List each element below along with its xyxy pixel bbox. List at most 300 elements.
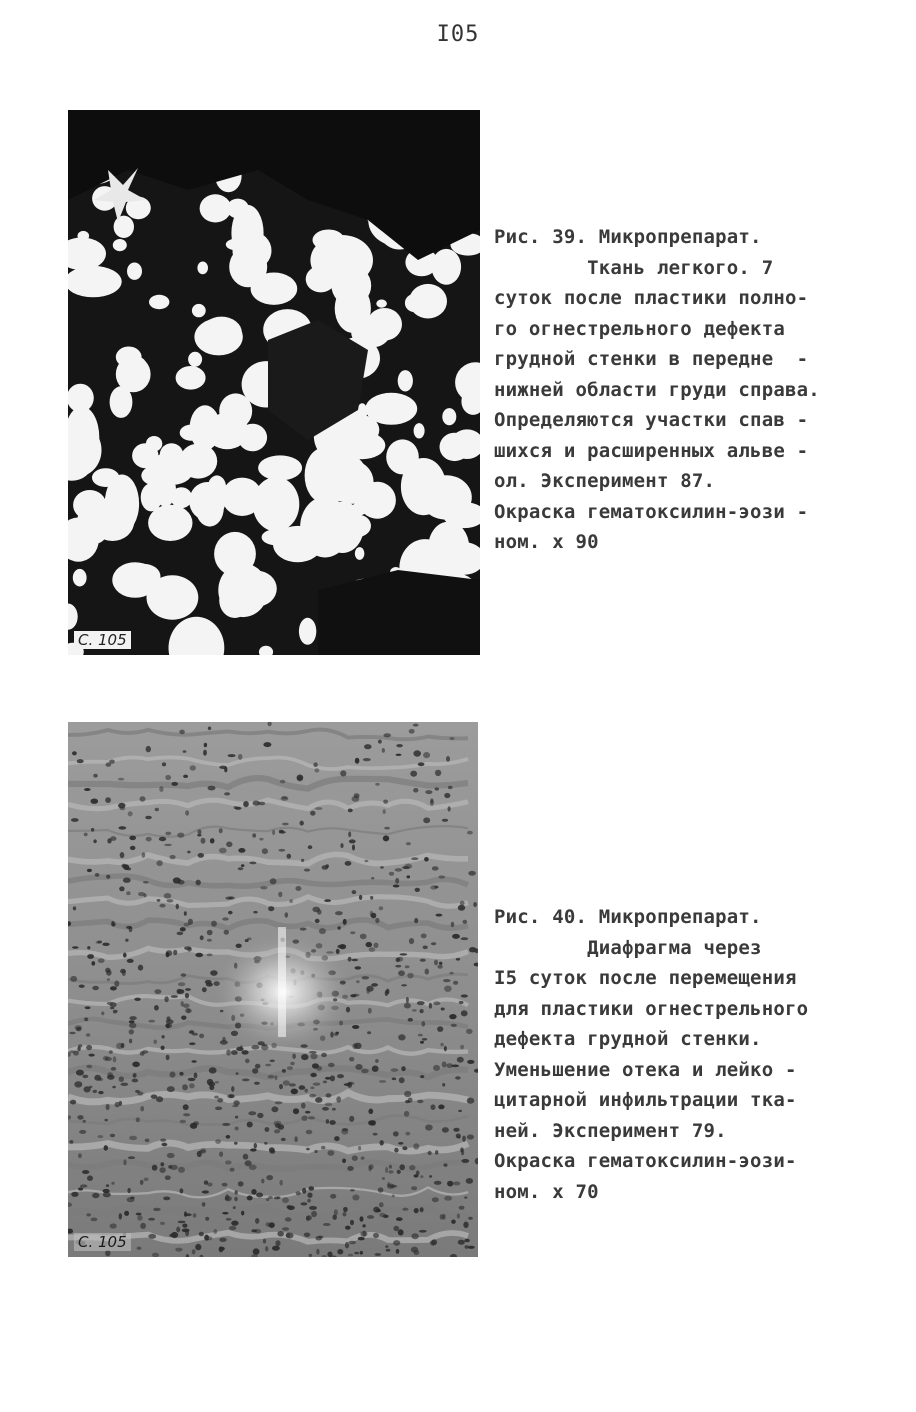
- cell-nucleus: [87, 869, 92, 872]
- cell-nucleus: [222, 1123, 230, 1126]
- cell-nucleus: [130, 1197, 134, 1200]
- cell-nucleus: [392, 1078, 397, 1081]
- alveolus-space: [358, 482, 396, 519]
- cell-nucleus: [255, 1218, 259, 1224]
- cell-nucleus: [301, 859, 304, 862]
- cell-nucleus: [121, 1043, 125, 1048]
- cell-nucleus: [442, 1127, 449, 1133]
- cell-nucleus: [399, 1164, 405, 1170]
- cell-nucleus: [464, 1196, 467, 1198]
- cell-nucleus: [140, 1223, 146, 1229]
- cell-nucleus: [408, 1098, 413, 1103]
- cell-nucleus: [268, 906, 274, 911]
- cell-nucleus: [102, 943, 109, 946]
- cell-nucleus: [432, 1197, 439, 1202]
- micrograph-diaphragm: [68, 722, 478, 1257]
- cell-nucleus: [171, 995, 178, 998]
- cell-nucleus: [362, 976, 370, 979]
- cell-nucleus: [253, 1248, 260, 1254]
- cell-nucleus: [415, 888, 420, 892]
- cell-nucleus: [325, 864, 329, 868]
- cell-nucleus: [266, 1198, 270, 1201]
- cell-nucleus: [328, 1063, 335, 1067]
- cell-nucleus: [360, 1251, 363, 1255]
- cell-nucleus: [192, 1249, 196, 1254]
- cell-nucleus: [280, 1180, 283, 1186]
- cell-nucleus: [371, 983, 378, 987]
- cell-nucleus: [433, 1001, 440, 1005]
- caption-line: ней. Эксперимент 79.: [494, 1119, 727, 1142]
- cell-nucleus: [410, 771, 417, 777]
- cell-nucleus: [231, 1050, 238, 1055]
- cell-nucleus: [383, 1215, 389, 1218]
- cell-nucleus: [407, 875, 411, 878]
- cell-nucleus: [112, 1086, 116, 1089]
- cell-nucleus: [315, 919, 320, 923]
- cell-nucleus: [93, 839, 96, 843]
- cell-nucleus: [110, 1007, 114, 1010]
- cell-nucleus: [166, 950, 173, 956]
- cell-nucleus: [349, 1057, 354, 1062]
- cell-nucleus: [122, 971, 126, 977]
- cell-nucleus: [289, 899, 293, 903]
- cell-nucleus: [171, 782, 178, 786]
- cell-nucleus: [409, 729, 415, 734]
- cell-nucleus: [231, 1221, 238, 1226]
- caption-line: го огнестрельного дефекта: [494, 317, 785, 340]
- cell-nucleus: [307, 1193, 312, 1198]
- cell-nucleus: [359, 895, 362, 900]
- cell-nucleus: [162, 1035, 165, 1038]
- figure-corner-label: С. 105: [74, 1233, 131, 1251]
- cell-nucleus: [78, 1187, 83, 1190]
- cell-nucleus: [238, 867, 244, 870]
- cell-nucleus: [285, 1217, 292, 1221]
- cell-nucleus: [379, 1080, 387, 1083]
- cell-nucleus: [274, 1121, 282, 1126]
- cell-nucleus: [323, 1223, 331, 1226]
- cell-nucleus: [233, 1206, 236, 1209]
- cell-nucleus: [398, 970, 405, 976]
- cell-nucleus: [305, 1111, 310, 1114]
- cell-nucleus: [124, 1211, 129, 1216]
- cell-nucleus: [420, 959, 426, 962]
- cell-nucleus: [460, 901, 465, 906]
- cell-nucleus: [159, 786, 163, 792]
- cell-nucleus: [84, 788, 91, 791]
- cell-nucleus: [286, 1233, 291, 1238]
- caption-line: цитарной инфильтрации тка-: [494, 1089, 797, 1111]
- cell-nucleus: [257, 1113, 263, 1118]
- cell-nucleus: [185, 810, 189, 815]
- cell-nucleus: [161, 1046, 165, 1050]
- cell-nucleus: [168, 1165, 172, 1169]
- caption-line: ол. Эксперимент 87.: [494, 470, 716, 492]
- cell-nucleus: [105, 797, 111, 803]
- cell-nucleus: [272, 830, 275, 836]
- cell-nucleus: [304, 1233, 310, 1238]
- cell-nucleus: [129, 836, 136, 841]
- cell-nucleus: [467, 1060, 474, 1064]
- cell-nucleus: [268, 1196, 273, 1199]
- cell-nucleus: [180, 1120, 186, 1124]
- cell-nucleus: [383, 835, 389, 841]
- cell-nucleus: [103, 1189, 110, 1193]
- cell-nucleus: [418, 1034, 423, 1037]
- cell-nucleus: [305, 1089, 308, 1093]
- alveolus-space: [73, 569, 87, 587]
- cell-nucleus: [146, 746, 151, 752]
- cell-nucleus: [159, 837, 166, 841]
- cell-nucleus: [87, 954, 94, 959]
- cell-nucleus: [209, 1067, 217, 1073]
- cell-nucleus: [345, 1242, 349, 1248]
- cell-nucleus: [400, 953, 408, 955]
- cell-nucleus: [226, 1135, 231, 1139]
- cell-nucleus: [96, 941, 102, 944]
- cell-nucleus: [334, 1136, 340, 1141]
- cell-nucleus: [253, 801, 260, 806]
- cell-nucleus: [164, 844, 172, 846]
- cell-nucleus: [229, 1094, 235, 1098]
- cell-nucleus: [455, 1076, 461, 1079]
- cell-nucleus: [368, 1109, 373, 1115]
- cell-nucleus: [348, 831, 351, 837]
- cell-nucleus: [242, 1050, 249, 1055]
- cell-nucleus: [78, 1153, 82, 1158]
- cell-nucleus: [444, 793, 450, 798]
- cell-nucleus: [343, 919, 347, 925]
- cell-nucleus: [148, 1234, 156, 1239]
- cell-nucleus: [393, 1226, 399, 1231]
- cell-nucleus: [236, 1072, 239, 1075]
- cell-nucleus: [370, 911, 373, 917]
- cell-nucleus: [241, 864, 245, 867]
- cell-nucleus: [336, 1096, 341, 1102]
- cell-nucleus: [282, 1069, 286, 1073]
- cell-nucleus: [177, 833, 184, 838]
- cell-nucleus: [461, 1010, 468, 1016]
- cell-nucleus: [229, 1226, 236, 1230]
- alveolus-space: [222, 478, 262, 516]
- cell-nucleus: [79, 985, 85, 988]
- cell-nucleus: [132, 1079, 139, 1083]
- cell-nucleus: [165, 1023, 172, 1028]
- cell-nucleus: [105, 968, 110, 973]
- cell-nucleus: [461, 1159, 469, 1163]
- cell-nucleus: [461, 994, 468, 997]
- cell-nucleus: [404, 1091, 411, 1097]
- cell-nucleus: [313, 1083, 321, 1086]
- cell-nucleus: [404, 864, 412, 869]
- cell-nucleus: [422, 1038, 427, 1041]
- cell-nucleus: [374, 943, 379, 949]
- cell-nucleus: [418, 762, 425, 766]
- cell-nucleus: [385, 1167, 388, 1173]
- cell-nucleus: [405, 1132, 410, 1136]
- cell-nucleus: [260, 886, 267, 889]
- cell-nucleus: [413, 750, 421, 756]
- cell-nucleus: [173, 877, 181, 883]
- cell-nucleus: [238, 754, 243, 760]
- cell-nucleus: [300, 821, 304, 826]
- cell-nucleus: [106, 762, 112, 766]
- cell-nucleus: [315, 807, 322, 810]
- cell-nucleus: [375, 783, 380, 786]
- caption-line: нижней области груди справа.: [494, 378, 820, 401]
- cell-nucleus: [228, 754, 236, 757]
- cell-nucleus: [277, 1231, 284, 1237]
- cell-nucleus: [304, 869, 310, 872]
- cell-nucleus: [199, 1232, 204, 1237]
- cell-nucleus: [330, 1194, 336, 1199]
- cell-nucleus: [74, 1081, 82, 1087]
- cell-nucleus: [444, 1196, 452, 1201]
- cell-nucleus: [306, 1148, 310, 1151]
- cell-nucleus: [348, 1254, 353, 1257]
- cell-nucleus: [406, 842, 411, 845]
- cell-nucleus: [167, 1086, 175, 1092]
- cell-nucleus: [178, 1167, 185, 1173]
- cell-nucleus: [69, 1140, 73, 1144]
- cell-nucleus: [330, 1075, 335, 1081]
- cell-nucleus: [395, 868, 403, 872]
- cell-nucleus: [277, 1196, 280, 1198]
- cell-nucleus: [111, 1067, 117, 1071]
- cell-nucleus: [306, 1130, 313, 1135]
- cell-nucleus: [119, 1213, 122, 1219]
- cell-nucleus: [110, 1134, 115, 1137]
- cell-nucleus: [111, 1182, 114, 1185]
- cell-nucleus: [321, 1146, 325, 1149]
- cell-nucleus: [165, 832, 171, 836]
- cell-nucleus: [301, 1103, 306, 1109]
- cell-nucleus: [140, 796, 146, 801]
- cell-nucleus: [378, 740, 382, 744]
- cell-nucleus: [435, 1150, 438, 1154]
- cell-nucleus: [457, 1136, 461, 1138]
- cell-nucleus: [119, 1101, 122, 1106]
- cell-nucleus: [162, 762, 166, 766]
- alveolus-space: [258, 455, 302, 480]
- cell-nucleus: [448, 786, 453, 789]
- cell-nucleus: [109, 1050, 113, 1054]
- cell-nucleus: [196, 880, 201, 886]
- cell-nucleus: [160, 1139, 166, 1142]
- cell-nucleus: [206, 1236, 213, 1240]
- cell-nucleus: [110, 1223, 117, 1228]
- cell-nucleus: [355, 758, 360, 764]
- cell-nucleus: [270, 878, 277, 884]
- cell-nucleus: [411, 1233, 418, 1239]
- cell-nucleus: [199, 1034, 204, 1039]
- cell-nucleus: [361, 1069, 369, 1074]
- cell-nucleus: [420, 1175, 423, 1178]
- cell-nucleus: [292, 1054, 296, 1059]
- caption-line: суток после пластики полно-: [494, 287, 809, 309]
- cell-nucleus: [252, 833, 256, 837]
- cell-nucleus: [178, 1221, 186, 1224]
- cell-nucleus: [250, 1148, 257, 1151]
- cell-nucleus: [386, 989, 390, 995]
- cell-nucleus: [154, 1005, 159, 1011]
- cell-nucleus: [183, 1113, 190, 1116]
- cell-nucleus: [407, 973, 413, 979]
- cell-nucleus: [364, 744, 372, 749]
- alveolus-space: [238, 424, 267, 452]
- cell-nucleus: [235, 807, 242, 810]
- cell-nucleus: [442, 819, 448, 822]
- cell-nucleus: [453, 1128, 459, 1132]
- cell-nucleus: [301, 1054, 308, 1060]
- cell-nucleus: [366, 942, 373, 947]
- cell-nucleus: [364, 860, 368, 862]
- cell-nucleus: [394, 1148, 398, 1153]
- cell-nucleus: [337, 1074, 344, 1078]
- cell-nucleus: [203, 750, 207, 756]
- cell-nucleus: [321, 1053, 327, 1057]
- alveolus-space: [188, 352, 202, 367]
- cell-nucleus: [217, 1098, 223, 1103]
- cell-nucleus: [86, 1033, 91, 1037]
- cell-nucleus: [287, 1205, 292, 1209]
- caption-line: Ткань легкого. 7: [494, 256, 774, 279]
- cell-nucleus: [402, 1208, 408, 1211]
- cell-nucleus: [222, 1037, 225, 1042]
- cell-nucleus: [342, 1128, 348, 1131]
- cell-nucleus: [360, 934, 367, 940]
- cell-nucleus: [184, 911, 187, 916]
- alveolus-space: [171, 487, 192, 508]
- cell-nucleus: [442, 1083, 445, 1087]
- alveolus-space: [192, 304, 206, 317]
- cell-nucleus: [192, 1060, 197, 1062]
- cell-nucleus: [85, 1006, 91, 1009]
- cell-nucleus: [322, 1107, 329, 1111]
- cell-nucleus: [255, 1064, 261, 1069]
- alveolus-space: [442, 408, 456, 425]
- cell-nucleus: [462, 1136, 466, 1142]
- cell-nucleus: [122, 864, 127, 868]
- cell-nucleus: [279, 830, 284, 833]
- cell-nucleus: [447, 1181, 453, 1187]
- cell-nucleus: [265, 1127, 270, 1132]
- cell-nucleus: [113, 1056, 117, 1062]
- cell-nucleus: [465, 1245, 469, 1249]
- cell-nucleus: [448, 806, 451, 811]
- cell-nucleus: [202, 1190, 209, 1193]
- cell-nucleus: [126, 891, 130, 895]
- cell-nucleus: [352, 890, 357, 894]
- cell-nucleus: [459, 1206, 465, 1210]
- cell-nucleus: [185, 1008, 190, 1013]
- cell-nucleus: [98, 1135, 104, 1138]
- cell-nucleus: [225, 1160, 232, 1164]
- cell-nucleus: [373, 1233, 379, 1238]
- cell-nucleus: [119, 1076, 124, 1082]
- cell-nucleus: [241, 1211, 244, 1216]
- cell-nucleus: [435, 770, 441, 776]
- cell-nucleus: [176, 904, 179, 910]
- cell-nucleus: [300, 928, 307, 931]
- cell-nucleus: [308, 845, 313, 849]
- cell-nucleus: [352, 1155, 358, 1161]
- cell-nucleus: [327, 1252, 332, 1257]
- cell-nucleus: [380, 866, 384, 869]
- cell-nucleus: [456, 958, 460, 961]
- cell-nucleus: [148, 1020, 155, 1023]
- cell-nucleus: [215, 1081, 219, 1083]
- cell-nucleus: [282, 823, 289, 826]
- cell-nucleus: [436, 914, 443, 917]
- cell-nucleus: [370, 896, 373, 900]
- cell-nucleus: [202, 987, 207, 992]
- cell-nucleus: [118, 803, 125, 809]
- cell-nucleus: [177, 932, 184, 936]
- cell-nucleus: [424, 857, 429, 862]
- cell-nucleus: [459, 1001, 464, 1004]
- cell-nucleus: [84, 833, 88, 837]
- cell-nucleus: [309, 1051, 317, 1054]
- cell-nucleus: [222, 1183, 228, 1187]
- cell-nucleus: [86, 1213, 91, 1216]
- cell-nucleus: [187, 851, 190, 854]
- cell-nucleus: [142, 1050, 148, 1054]
- cell-nucleus: [464, 1239, 469, 1243]
- cell-nucleus: [414, 1250, 420, 1255]
- cell-nucleus: [382, 1177, 385, 1180]
- cell-nucleus: [87, 946, 90, 949]
- cell-nucleus: [224, 930, 229, 935]
- caption-line: Определяются участки спав -: [494, 409, 809, 431]
- cell-nucleus: [192, 1033, 198, 1036]
- cell-nucleus: [327, 1150, 334, 1156]
- alveolus-space: [128, 564, 161, 589]
- cell-nucleus: [340, 843, 343, 848]
- cell-nucleus: [278, 892, 282, 898]
- cell-nucleus: [444, 1163, 448, 1166]
- cell-nucleus: [76, 1027, 81, 1031]
- cell-nucleus: [411, 857, 418, 860]
- cell-nucleus: [123, 1159, 126, 1165]
- cell-nucleus: [363, 758, 371, 761]
- alveolus-space: [440, 433, 470, 461]
- caption-line: Рис. 40. Микропрепарат.: [494, 906, 762, 928]
- cell-nucleus: [350, 1220, 354, 1226]
- caption-line: ном. х 70: [494, 1180, 599, 1203]
- cell-nucleus: [332, 1108, 336, 1111]
- cell-nucleus: [282, 1227, 289, 1230]
- cell-nucleus: [287, 854, 292, 859]
- cell-nucleus: [340, 770, 346, 776]
- cell-nucleus: [315, 1097, 322, 1103]
- cell-nucleus: [235, 1116, 238, 1119]
- cell-nucleus: [323, 1081, 327, 1084]
- cell-nucleus: [194, 1073, 198, 1079]
- page-number: I05: [436, 22, 480, 47]
- cell-nucleus: [325, 1103, 333, 1107]
- cell-nucleus: [92, 986, 99, 990]
- cell-nucleus: [103, 1056, 109, 1061]
- cell-nucleus: [71, 818, 79, 822]
- cell-nucleus: [164, 996, 168, 1002]
- alveolus-space: [92, 468, 119, 487]
- cell-nucleus: [413, 1143, 419, 1149]
- cell-nucleus: [360, 1216, 364, 1222]
- cell-nucleus: [368, 1008, 372, 1014]
- cell-nucleus: [98, 958, 105, 963]
- caption-line: Окраска гематоксилин-эози-: [494, 1150, 797, 1172]
